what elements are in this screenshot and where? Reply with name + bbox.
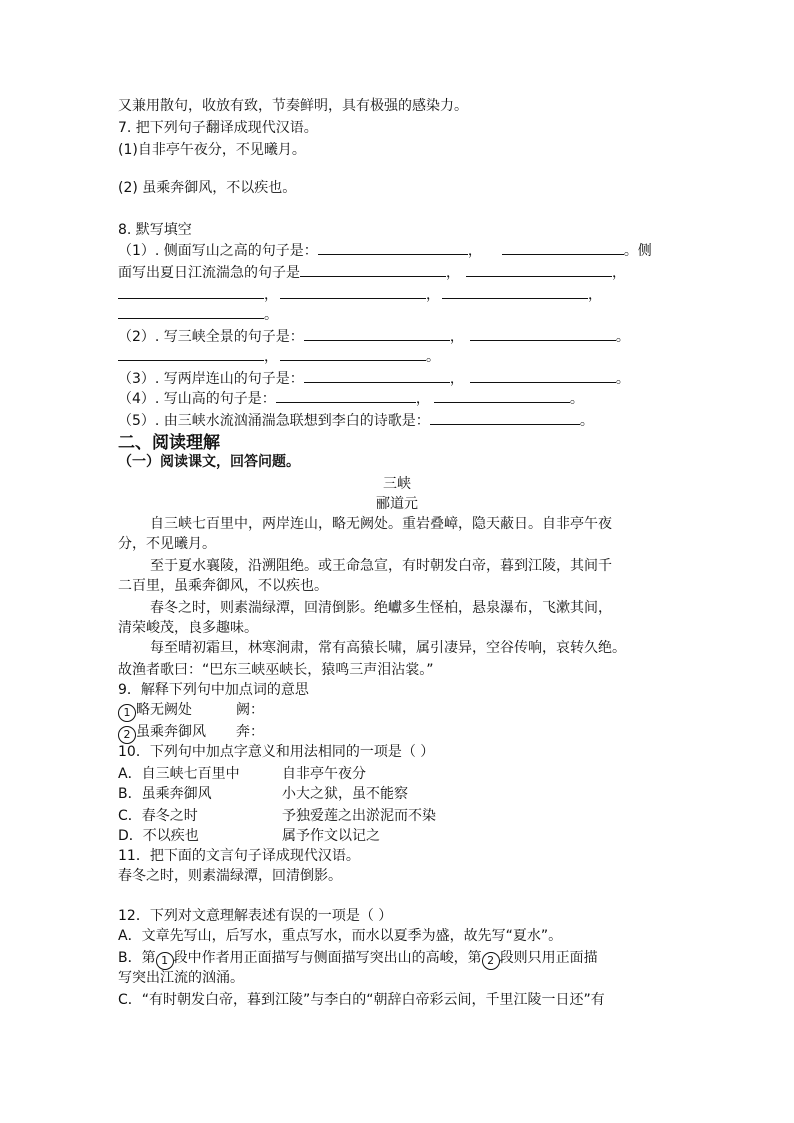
answer-blank[interactable] <box>304 368 450 383</box>
fill-line-5: （2）. 写三峡全景的句子是： ， 。 <box>118 326 630 346</box>
answer-blank[interactable] <box>318 240 468 255</box>
answer-blank[interactable] <box>442 284 588 299</box>
circled-number: 2 <box>118 726 136 744</box>
passage-author: 郦道元 <box>376 496 418 512</box>
question-10-option-d: D．不以疾也 属予作文以记之 <box>118 828 380 844</box>
question-12-option-a: A．文章先写山，后写水，重点写水，而水以夏季为盛，故先写“夏水”。 <box>118 928 563 944</box>
circled-number: 2 <box>482 952 500 970</box>
question-12-option-c: C．“有时朝发白帝，暮到江陵”与李白的“朝辞白帝彩云间，千里江陵一日还”有 <box>118 992 605 1008</box>
answer-blank[interactable] <box>280 284 426 299</box>
passage-paragraph-3: 春冬之时，则素湍绿潭，回清倒影。绝巘多生怪柏，悬泉瀑布，飞漱其间， <box>150 600 612 616</box>
fill-prompt: （1）. 侧面写山之高的句子是： <box>118 243 318 259</box>
passage-paragraph-4: 每至晴初霜旦，林寒涧肃，常有高猿长啸，属引凄异，空谷传响，哀转久绝。 <box>150 640 626 656</box>
question-7: 7. 把下列句子翻译成现代汉语。 <box>118 120 318 136</box>
passage-paragraph-4-cont: 故渔者歌曰：“巴东三峡巫峡长，猿鸣三声泪沾裳。” <box>118 662 434 678</box>
answer-blank[interactable] <box>304 326 450 341</box>
passage-paragraph-2: 至于夏水襄陵，沿溯阻绝。或王命急宣，有时朝发白帝，暮到江陵，其间千 <box>150 558 612 574</box>
circled-number: 1 <box>156 952 174 970</box>
fill-prompt: （3）. 写两岸连山的句子是： <box>118 371 304 387</box>
answer-blank[interactable] <box>466 262 612 277</box>
fill-line-4: 。 <box>118 304 278 324</box>
passage-title: 三峡 <box>383 476 411 492</box>
answer-blank[interactable] <box>118 346 264 361</box>
question-10-option-b: B．虽乘奔御风 小大之狱，虽不能察 <box>118 786 408 802</box>
answer-blank[interactable] <box>470 368 616 383</box>
answer-blank[interactable] <box>118 304 264 319</box>
answer-blank[interactable] <box>470 326 616 341</box>
question-7-item-2: (2) 虽乘奔御风，不以疾也。 <box>118 180 297 196</box>
question-11-sentence: 春冬之时，则素湍绿潭，回清倒影。 <box>118 868 342 884</box>
question-11: 11．把下面的文言句子译成现代汉语。 <box>118 848 360 864</box>
answer-blank[interactable] <box>276 388 416 403</box>
fill-prompt: （2）. 写三峡全景的句子是： <box>118 329 304 345</box>
passage-paragraph-1-cont: 分，不见曦月。 <box>118 536 216 552</box>
text-line: 又兼用散句，收放有致，节奏鲜明，具有极强的感染力。 <box>118 98 468 114</box>
question-10-option-c: C．春冬之时 予独爱莲之出淤泥而不染 <box>118 808 436 824</box>
question-12-option-b: B．第 1 段中作者用正面描写与侧面描写突出山的高峻，第 2 段则只用正面描 <box>118 948 598 968</box>
circled-number: 1 <box>118 704 136 722</box>
question-10: 10．下列句中加点字意义和用法相同的一项是（ ） <box>118 744 435 760</box>
answer-blank[interactable] <box>300 262 446 277</box>
fill-prompt: 面写出夏日江流湍急的句子是 <box>118 265 300 281</box>
question-10-option-a: A．自三峡七百里中 自非亭午夜分 <box>118 766 366 782</box>
subsection-heading: （一）阅读课文，回答问题。 <box>118 454 300 470</box>
passage-paragraph-3-cont: 清荣峻茂，良多趣味。 <box>118 620 258 636</box>
question-9-item-1: 1 略无阙处 阙： <box>118 700 192 720</box>
fill-line-9: （5）. 由三峡水流汹涌湍急联想到李白的诗歌是： 。 <box>118 410 594 430</box>
answer-blank[interactable] <box>118 284 264 299</box>
fill-prompt: （5）. 由三峡水流汹涌湍急联想到李白的诗歌是： <box>118 413 430 429</box>
passage-paragraph-1: 自三峡七百里中，两岸连山，略无阙处。重岩叠嶂，隐天蔽日。自非亭午夜 <box>150 516 612 532</box>
fill-line-2: 面写出夏日江流湍急的句子是 ， ， <box>118 262 626 282</box>
question-8: 8. 默写填空 <box>118 222 192 238</box>
fill-line-1: （1）. 侧面写山之高的句子是： ， 。侧 <box>118 240 652 260</box>
question-12-option-b-cont: 写突出江流的汹涌。 <box>118 970 244 986</box>
fill-line-3: ， ， ， <box>118 284 602 304</box>
question-9: 9．解释下列句中加点词的意思 <box>118 682 309 698</box>
question-9-item-2: 2 虽乘奔御风 奔： <box>118 722 206 742</box>
passage-paragraph-2-cont: 二百里，虽乘奔御风，不以疾也。 <box>118 578 328 594</box>
fill-prompt: （4）. 写山高的句子是： <box>118 391 276 407</box>
fill-line-8: （4）. 写山高的句子是： ， 。 <box>118 388 584 408</box>
answer-blank[interactable] <box>434 388 570 403</box>
question-12: 12．下列对文意理解表述有误的一项是（ ） <box>118 908 393 924</box>
fill-line-6: ， 。 <box>118 346 440 366</box>
section-heading: 二、阅读理解 <box>118 433 220 453</box>
answer-blank[interactable] <box>430 410 580 425</box>
fill-line-7: （3）. 写两岸连山的句子是： ， 。 <box>118 368 630 388</box>
answer-blank[interactable] <box>280 346 426 361</box>
question-7-item-1: (1)自非亭午夜分，不见曦月。 <box>118 142 306 158</box>
answer-blank[interactable] <box>502 240 624 255</box>
